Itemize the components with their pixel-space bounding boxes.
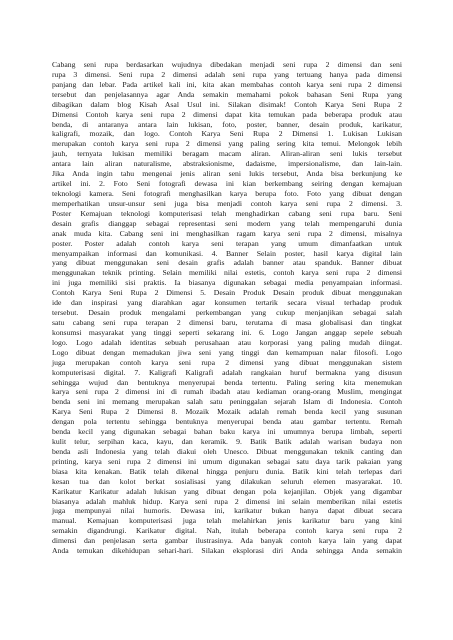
text-line: Anda temukan dikehidupan sehari-hari. Silakan eksplorasi diri Anda sehingga Anda semakin — [52, 546, 402, 556]
text-line: dibagikan dalam blog Kisah Asal Usul ini. Silakan disimak! Contoh Karya Seni Rupa 2 — [52, 99, 402, 109]
text-line: manual. Kemajuan komputerisasi juga telah melahirkan jenis karikatur baru yang kini — [52, 516, 402, 526]
text-line: karya seni rupa 2 dimensi ini di rumah ibadah atau kediaman orang-orang Muslim, mengingat — [52, 387, 402, 397]
text-line: menyampaikan informasi dan komunikasi. 4. Banner Selain poster, hasil karya digital lain — [52, 248, 402, 258]
text-line: juga merupakan contoh karya seni rupa 2 dimensi yang dibuat menggunakan sistem — [52, 357, 402, 367]
text-line: satu cabang seni rupa terapan 2 dimensi baru, terutama di masa globalisasi dan tingkat — [52, 317, 402, 327]
text-line: merupakan contoh karya seni rupa 2 dimensi yang paling sering kita temui. Melongok lebih — [52, 139, 402, 149]
text-line: semakin digandrungi. Karikatur digital. Nah, itulah beberapa contoh karya seni rupa 2 — [52, 526, 402, 536]
text-line: Logo dibuat dengan memadukan jiwa seni yang tinggi dan kemampuan nalar filosofi. Logo — [52, 347, 402, 357]
text-line: antara lain aliran naturalisme, abstraksionisme, dadaisme, impersionalisme, dan lain-lain. — [52, 159, 402, 169]
text-line: Jika Anda ingin tahu mengenai jenis aliran seni lukis tersebut, Anda bisa berkunjung ke — [52, 169, 402, 179]
text-line: komputerisasi digital. 7. Kaligrafi Kaligrafi adalah rangkaian huruf bermakna yang disusun — [52, 367, 402, 377]
text-line: yang dibuat menggunakan seni desain grafis adalah banner atau spanduk. Banner dibuat — [52, 258, 402, 268]
text-line: Karya Seni Rupa 2 Dimensi 8. Mozaik Mozaik adalah remah benda kecil yang susunan — [52, 407, 402, 417]
text-line: dengan pola tertentu sehingga bentuknya menyerupai benda atau gambar tertentu. Remah — [52, 417, 402, 427]
text-line: logo. Logo adalah identitas sebuah perusahaan atau korporasi yang paling mudah diingat. — [52, 337, 402, 347]
text-line: Contoh Karya Seni Rupa 2 Dimensi 5. Desain Produk Desain produk dibuat menggunakan — [52, 288, 402, 298]
text-line: biasa kita kenakan. Batik telah dikenal hingga penjuru dunia. Batik kini telah terlepas dari — [52, 466, 402, 476]
text-line: kaligrafi, mozaik, dan logo. Contoh Karya Seni Rupa 2 Dimensi 1. Lukisan Lukisan — [52, 129, 402, 139]
text-line: sehingga wujud dan bentuknya menyerupai benda tertentu. Paling sering kita menemukan — [52, 377, 402, 387]
text-line: Karikatur Karikatur adalah lukisan yang dibuat dengan pola kejanjilan. Objek yang digambar — [52, 486, 402, 496]
text-line: tersebut. Desain produk mengalami perkembangan yang cukup menjanjikan sebagai salah — [52, 308, 402, 318]
text-line: rupa 3 dimensi. Seni rupa 2 dimensi adalah seni rupa yang tertuang hanya pada dimensi — [52, 69, 402, 79]
text-line: panjang dan lebar. Pada artikel kali ini, kita akan membahas contoh karya seni rupa 2 dimensi — [52, 79, 402, 89]
text-line: printing, karya seni rupa 2 dimensi ini umum digunakan sebagai satu daya tarik pakaian yang — [52, 456, 402, 466]
text-line: artikel ini. 2. Foto Seni fotografi dewasa ini kian berkembang seiring dengan kemajuan — [52, 179, 402, 189]
text-line: Cabang seni rupa berdasarkan wujudnya dibedakan menjadi seni rupa 2 dimensi dan seni — [52, 60, 402, 69]
text-line: poster. Poster adalah contoh karya seni terapan yang umum dimanfaatkan untuk — [52, 238, 402, 248]
body-text — [52, 60, 402, 556]
text-line: jauh, ternyata lukisan memiliki beragam macam aliran. Aliran-aliran seni lukis tersebut — [52, 149, 402, 159]
text-line: tersebut dan penjelasannya agar Anda semakin memahami pokok bahasan Seni Rupa yang — [52, 89, 402, 99]
text-line: Poster Kemajuan teknologi komputerisasi telah menghadirkan cabang seni rupa baru. Seni — [52, 208, 402, 218]
text-line: memperhatikan unsur-unsur seni juga bisa menjadi contoh karya seni rupa 2 dimensi. 3. — [52, 198, 402, 208]
text-line: menggunakan teknik printing. Selain memiliki nilai estetis, contoh karya seni rupa 2 dimensi — [52, 268, 402, 278]
text-line: kulit telur, serpihan kaca, kayu, dan keramik. 9. Batik Batik adalah warisan budaya non — [52, 437, 402, 447]
text-line: Dimensi Contoh karya seni rupa 2 dimensi dapat kita temukan pada beberapa produk atau — [52, 109, 402, 119]
text-line: benda seni ini memang merupakan salah satu peninggalan sejarah Islam di Indonesia. Contoh — [52, 397, 402, 407]
text-line: anak muda kita. Cabang seni ini menghasilkan ragam karya seni rupa 2 dimensi, misalnya — [52, 228, 402, 238]
text-line: benda kecil yang digunakan sebagai bahan baku karya ini umumnya berupa limbah, seperti — [52, 427, 402, 437]
text-line: benda, di antaranya antara lain lukisan, foto, poster, banner, desain produk, karikatur, — [52, 119, 402, 129]
text-line: benda asli Indonesia yang telah diakui oleh Unesco. Dibuat menggunakan teknik canting dan — [52, 446, 402, 456]
text-line: ide dan inspirasi yang diarahkan agar konsumen tertarik secara visual terhadap produk — [52, 298, 402, 308]
text-line: dimensi dan penjelasan serta gambar ilustrasinya. Ada banyak contoh karya lain yang dapat — [52, 536, 402, 546]
text-line: juga mempunyai nilai humoris. Dewasa ini, karikatur bukan hanya dapat dibuat secara — [52, 506, 402, 516]
text-line: desain grafis dianggap sebagai representasi seni modern yang telah mempengaruhi dunia — [52, 218, 402, 228]
text-line: biasanya adalah mahluk hidup. Karya seni rupa 2 dimensi ini selain memberikan nilai estetis — [52, 496, 402, 506]
text-line: kesan tua dan kolot berkat sosialisasi yang dilakukan seluruh elemen masyarakat. 10. — [52, 476, 402, 486]
text-line: konsumsi masyarakat yang tinggi seperti sekarang ini. 6. Logo Jangan anggap sepele sebuah — [52, 327, 402, 337]
text-line: ini juga memiliki sisi praktis. Ia biasanya digunakan sebagai media penyampaian informasi. — [52, 278, 402, 288]
text-line: teknologi kamera. Seni fotografi menghasilkan karya berupa foto. Foto yang dibuat dengan — [52, 188, 402, 198]
